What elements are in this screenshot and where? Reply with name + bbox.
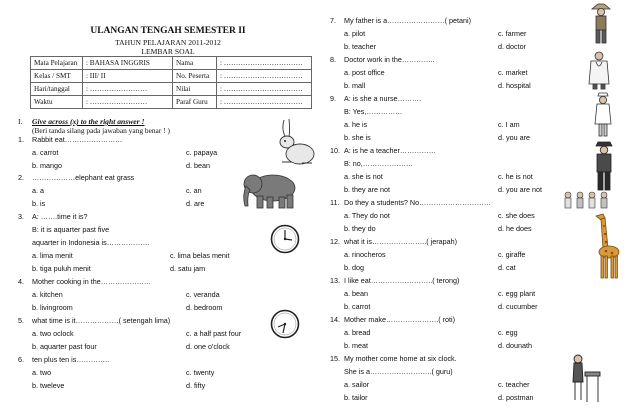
option-d[interactable]: d. bedroom: [186, 303, 223, 312]
question-number: 9.: [330, 94, 336, 103]
teacher-icon: [568, 352, 602, 404]
question-text: what time is it………………( setengah lima): [32, 316, 171, 325]
option-b[interactable]: b. carrot: [344, 302, 371, 311]
info-row: [31, 70, 312, 83]
question-number: 14.: [330, 315, 340, 324]
question-number: 4.: [18, 277, 24, 286]
option-a[interactable]: a. sailor: [344, 380, 370, 389]
question-text: A: is she a nurse……….: [344, 94, 422, 103]
option-a[interactable]: a. post office: [344, 68, 385, 77]
option-d[interactable]: d. doctor: [498, 42, 526, 51]
option-c[interactable]: c. I am: [498, 120, 520, 129]
exam-year: TAHUN PELAJARAN 2011-2012: [115, 38, 221, 47]
question-number: 5.: [18, 316, 24, 325]
question-text: Rabbit eat……………………: [32, 135, 123, 144]
option-a[interactable]: a. kitchen: [32, 290, 63, 299]
option-d[interactable]: d. satu jam: [170, 264, 206, 273]
option-a[interactable]: a. he is: [344, 120, 368, 129]
question-text: Doctor work in the…………..: [344, 55, 435, 64]
exam-title: ULANGAN TENGAH SEMESTER II: [90, 26, 246, 36]
info-value: : ……………………: [83, 96, 173, 109]
question-text: A: is he a teacher……………: [344, 146, 436, 155]
option-d[interactable]: d. he does: [498, 224, 532, 233]
question-number: 10.: [330, 146, 340, 155]
option-c[interactable]: c. farmer: [498, 29, 527, 38]
info-label: Waktu: [31, 96, 83, 109]
option-c[interactable]: c. he is not: [498, 172, 533, 181]
option-a[interactable]: a. two oclock: [32, 329, 74, 338]
option-b[interactable]: b. teacher: [344, 42, 376, 51]
option-d[interactable]: d. cat: [498, 263, 516, 272]
clock-icon: [270, 224, 300, 254]
option-c[interactable]: c. she does: [498, 211, 535, 220]
option-d[interactable]: d. hospital: [498, 81, 531, 90]
section-number: I.: [18, 117, 23, 126]
question-text: Do they a students? No…………………………: [344, 198, 491, 207]
option-b[interactable]: b. is: [32, 199, 46, 208]
option-b[interactable]: b. mango: [32, 161, 62, 170]
option-d[interactable]: d. cucumber: [498, 302, 538, 311]
question-text: ………………elephant eat grass: [32, 173, 135, 182]
info-label: Nilai: [173, 83, 217, 96]
question-text: I like eat……………………..( terong): [344, 276, 460, 285]
option-d[interactable]: d. you are: [498, 133, 530, 142]
option-d[interactable]: d. fifty: [186, 381, 206, 390]
option-b[interactable]: b. mall: [344, 81, 366, 90]
question-number: 8.: [330, 55, 336, 64]
info-value: : BAHASA INGGRIS: [83, 57, 173, 70]
info-row: [31, 57, 312, 70]
option-d[interactable]: d. you are not: [498, 185, 542, 194]
question-text: A: …….time it is?: [32, 212, 88, 221]
student-icon: [562, 190, 612, 210]
sheet-label: LEMBAR SOAL: [141, 47, 195, 56]
option-b[interactable]: b. dog: [344, 263, 364, 272]
option-b[interactable]: b. livingroom: [32, 303, 73, 312]
instruction-sub: (Beri tanda silang pada jawaban yang benar ! ): [32, 126, 170, 135]
clock-icon: [270, 309, 300, 339]
farmer-icon: [590, 2, 612, 44]
question-number: 7.: [330, 16, 336, 25]
question-text-line3: aquarter in Indonesia is………………: [32, 238, 150, 247]
info-label: Mata Pelajaran: [31, 57, 83, 70]
question-number: 3.: [18, 212, 24, 221]
option-a[interactable]: a. carrot: [32, 148, 59, 157]
question-number: 6.: [18, 355, 24, 364]
info-value: : ……………………………: [217, 70, 312, 83]
question-number: 12.: [330, 237, 340, 246]
option-a[interactable]: a. bean: [344, 289, 368, 298]
question-text: My father is a……………………( petani): [344, 16, 472, 25]
question-text: ten plus ten is…………..: [32, 355, 110, 364]
question-text: what it is…………………..( jerapah): [344, 237, 458, 246]
option-b[interactable]: b. tweleve: [32, 381, 65, 390]
question-number: 15.: [330, 354, 340, 363]
option-a[interactable]: a. two: [32, 368, 52, 377]
option-a[interactable]: a. They do not: [344, 211, 390, 220]
option-c[interactable]: c. market: [498, 68, 528, 77]
question-text-line2: She is a……………………..( guru): [344, 367, 453, 376]
officer-icon: [592, 140, 616, 192]
rabbit-icon: [274, 116, 316, 168]
option-c[interactable]: c. lima belas menit: [170, 251, 230, 260]
info-value: : ……………………………: [217, 96, 312, 109]
option-c[interactable]: c. giraffe: [498, 250, 526, 259]
option-c[interactable]: c. egg: [498, 328, 518, 337]
option-b[interactable]: b. tiga puluh menit: [32, 264, 91, 273]
info-label: Hari/tanggal: [31, 83, 83, 96]
option-d[interactable]: d. one o'clock: [186, 342, 230, 351]
giraffe-icon: [592, 212, 620, 280]
option-b[interactable]: b. they do: [344, 224, 376, 233]
doctor-icon: [586, 50, 612, 90]
option-d[interactable]: d. are: [186, 199, 205, 208]
option-b[interactable]: b. tailor: [344, 393, 368, 402]
question-number: 2.: [18, 173, 24, 182]
option-b[interactable]: b. meat: [344, 341, 368, 350]
question-number: 13.: [330, 276, 340, 285]
question-text-line2: B: no,…………………: [344, 159, 414, 168]
info-label: Paraf Guru: [173, 96, 217, 109]
option-d[interactable]: d. dounath: [498, 341, 532, 350]
question-text: My mother come home at six clock.: [344, 354, 457, 363]
option-b[interactable]: b. they are not: [344, 185, 390, 194]
option-c[interactable]: c. veranda: [186, 290, 220, 299]
info-value: : ……………………………: [217, 57, 312, 70]
question-number: 1.: [18, 135, 24, 144]
student-info-table: [30, 56, 312, 109]
info-value: : III/ II: [83, 70, 173, 83]
option-b[interactable]: b. she is: [344, 133, 371, 142]
nurse-icon: [592, 92, 614, 138]
option-a[interactable]: a. a: [32, 186, 44, 195]
option-c[interactable]: c. teacher: [498, 380, 530, 389]
option-a[interactable]: a. lima menit: [32, 251, 73, 260]
question-text-line2: B: Yes,……………: [344, 107, 403, 116]
option-a[interactable]: a. bread: [344, 328, 371, 337]
option-c[interactable]: c. a half past four: [186, 329, 242, 338]
option-c[interactable]: c. papaya: [186, 148, 218, 157]
option-c[interactable]: c. twenty: [186, 368, 215, 377]
info-row: [31, 83, 312, 96]
option-b[interactable]: b. aquarter past four: [32, 342, 97, 351]
option-d[interactable]: d. bean: [186, 161, 210, 170]
option-a[interactable]: a. pilot: [344, 29, 366, 38]
info-label: Nama: [173, 57, 217, 70]
info-row: [31, 96, 312, 109]
question-number: 11.: [330, 198, 340, 207]
option-a[interactable]: a. rinocheros: [344, 250, 386, 259]
question-text: Mother make………………….( roti): [344, 315, 456, 324]
info-value: : ……………………………: [217, 83, 312, 96]
option-a[interactable]: a. she is not: [344, 172, 383, 181]
info-label: No. Peserta: [173, 70, 217, 83]
question-text: Mother cooking in the…………………: [32, 277, 152, 286]
option-d[interactable]: d. postman: [498, 393, 534, 402]
info-value: : ……………………: [83, 83, 173, 96]
info-label: Kelas / SMT: [31, 70, 83, 83]
option-c[interactable]: c. an: [186, 186, 202, 195]
question-text-line2: B: it is aquarter past five: [32, 225, 110, 234]
elephant-icon: [241, 170, 299, 210]
instruction: Give across (x) to the right answer !: [32, 117, 145, 126]
option-c[interactable]: c. egg plant: [498, 289, 536, 298]
